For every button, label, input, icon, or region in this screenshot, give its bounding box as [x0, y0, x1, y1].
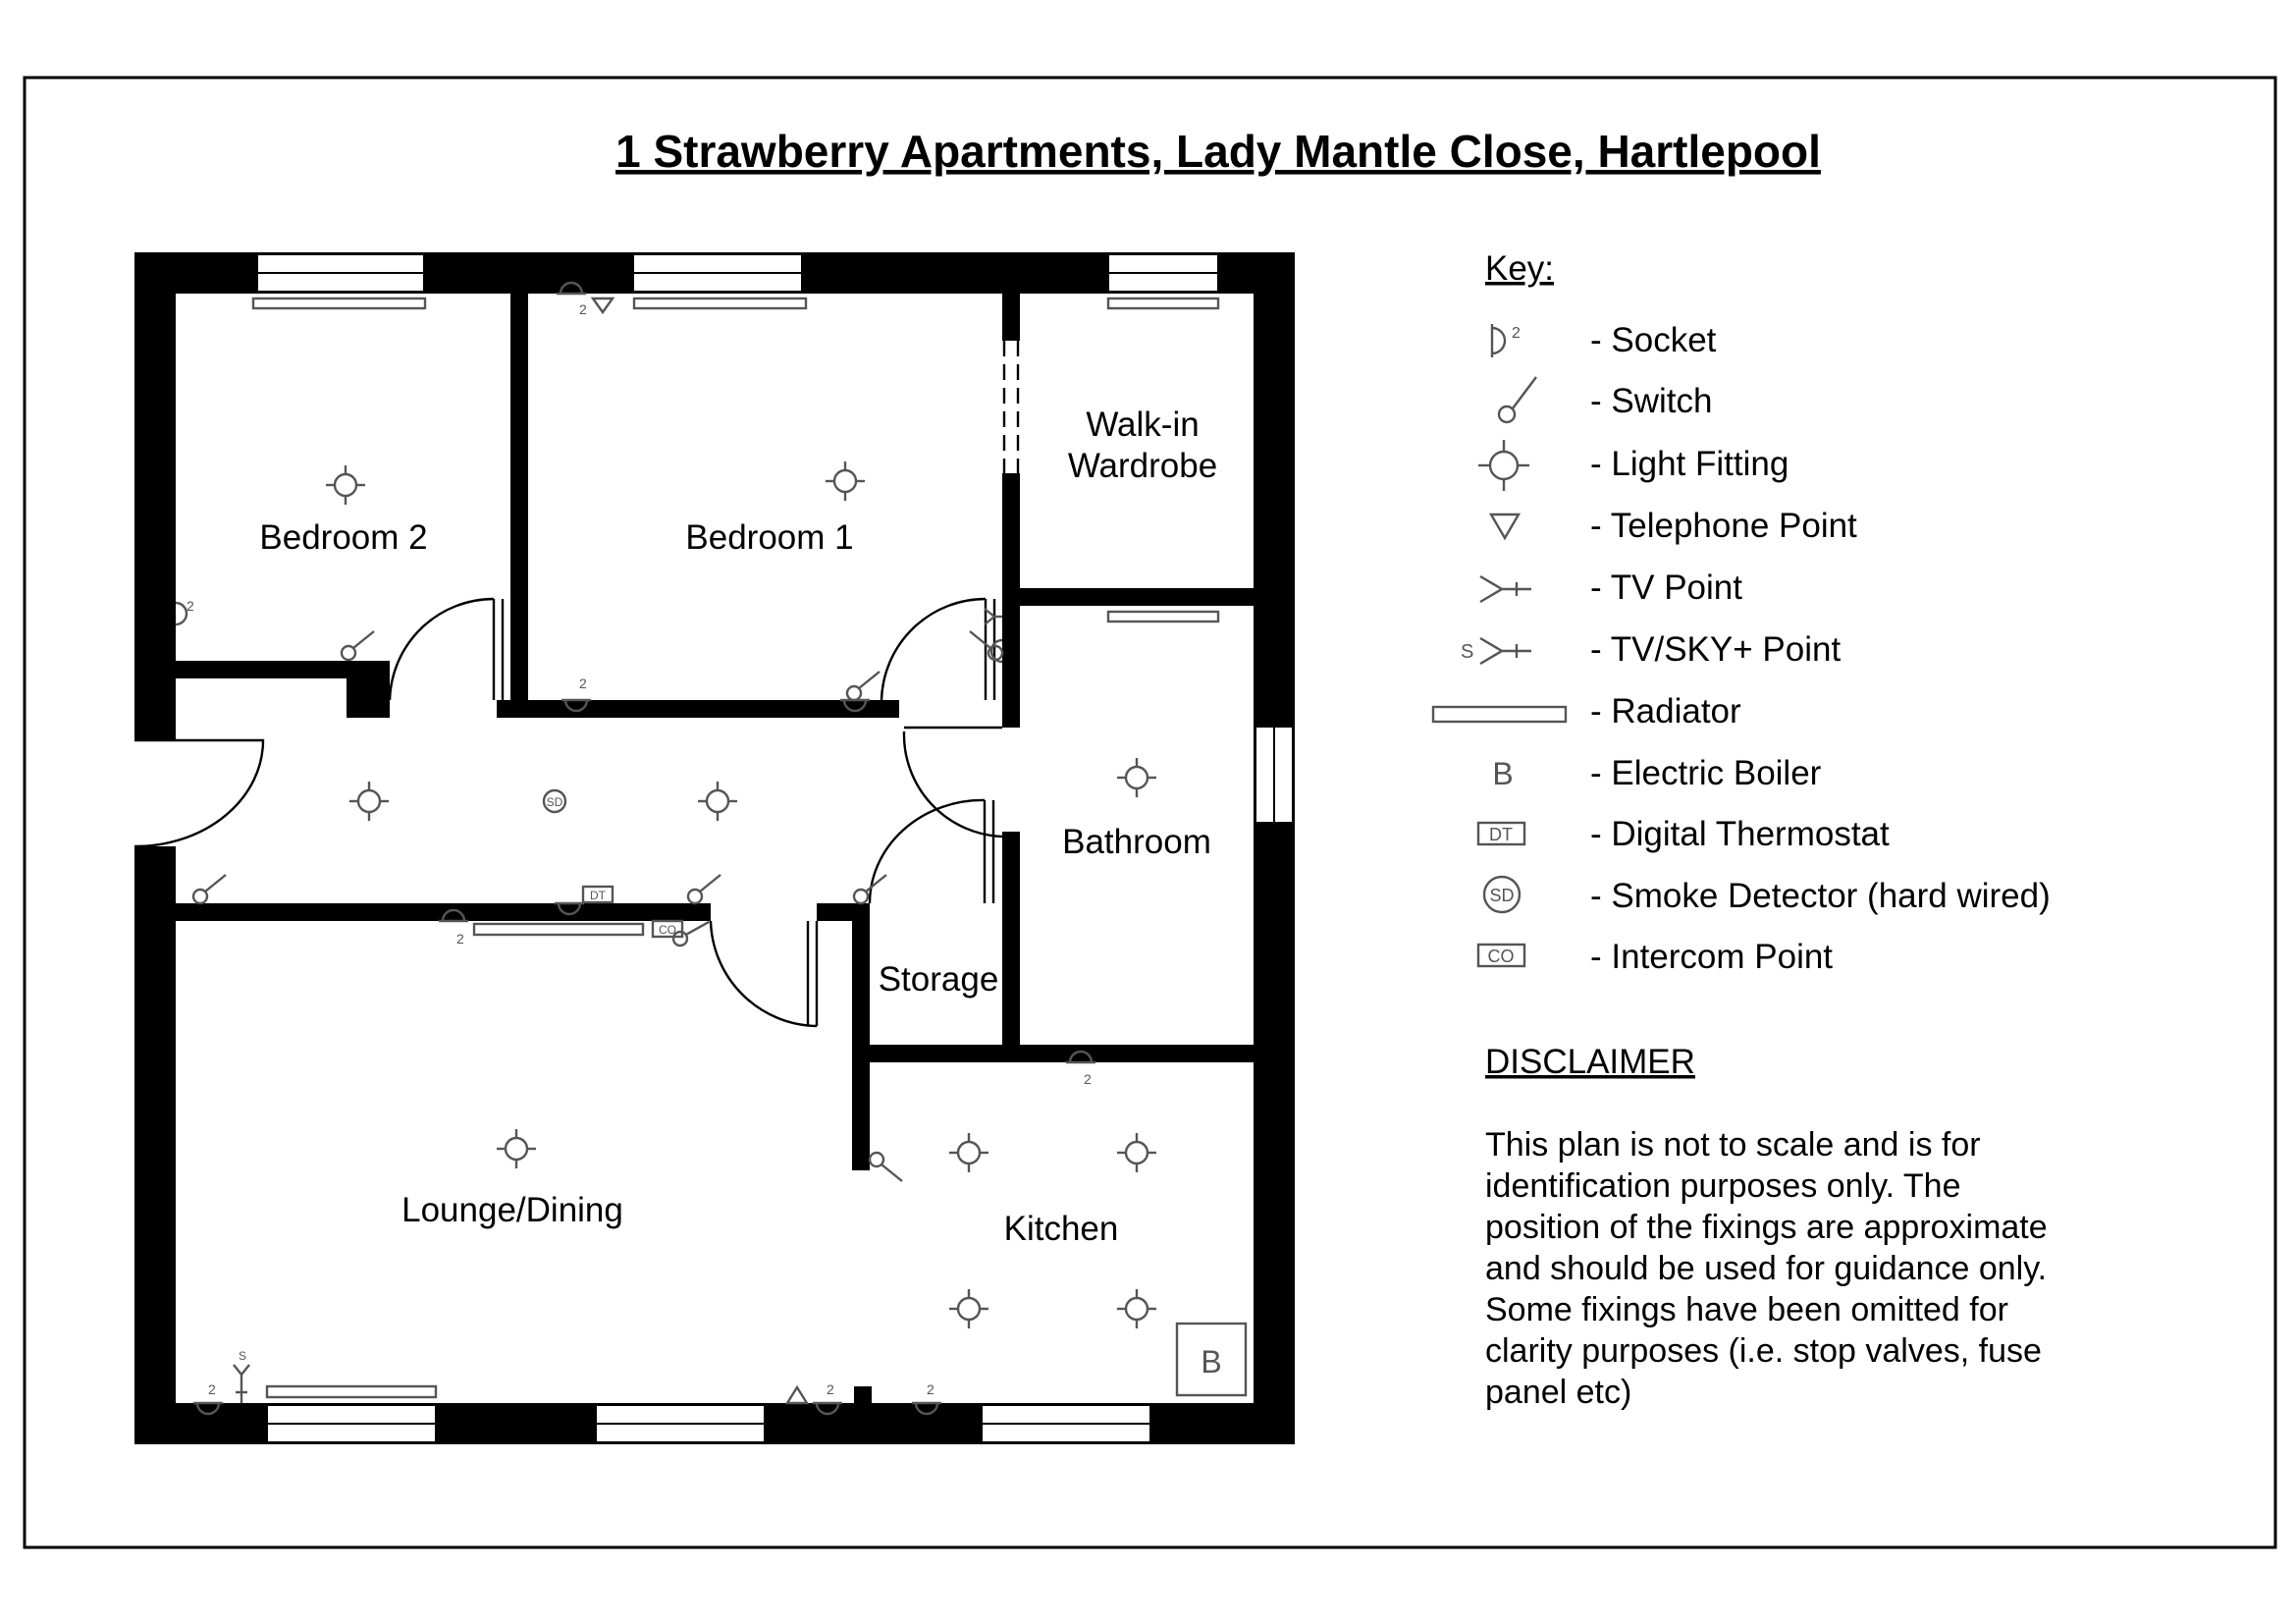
- svg-text:CO: CO: [659, 923, 676, 937]
- svg-text:2: 2: [1084, 1071, 1092, 1087]
- key-label-light-fitting: - Light Fitting: [1590, 445, 1789, 483]
- room-labels: [259, 406, 1217, 1248]
- room-bedroom-2: Bedroom 2: [259, 518, 428, 557]
- svg-text:DT: DT: [590, 889, 606, 902]
- room-lounge-dining: Lounge/Dining: [401, 1191, 623, 1229]
- svg-text:2: 2: [456, 931, 464, 947]
- disclaimer-line: clarity purposes (i.e. stop valves, fuse: [1485, 1332, 2042, 1370]
- tv-sky-point-icon: [1461, 638, 1531, 664]
- svg-text:2: 2: [579, 676, 587, 691]
- disclaimer-line: position of the fixings are approximate: [1485, 1209, 2048, 1246]
- key-label-socket: - Socket: [1590, 321, 1717, 359]
- room-walk-in-line1: Walk-in: [1086, 406, 1200, 444]
- svg-text:S: S: [1461, 641, 1474, 663]
- key-label-intercom-point: - Intercom Point: [1590, 938, 1834, 976]
- svg-text:2: 2: [187, 598, 194, 614]
- smoke-detector-icon: [1484, 877, 1520, 912]
- key-label-electric-boiler: - Electric Boiler: [1590, 754, 1822, 792]
- tv-point-icon: [1480, 576, 1531, 602]
- room-bedroom-1: Bedroom 1: [685, 518, 854, 557]
- svg-text:S: S: [239, 1349, 247, 1363]
- svg-text:B: B: [1201, 1344, 1222, 1380]
- key-label-switch: - Switch: [1590, 382, 1713, 420]
- sockets: [176, 283, 1095, 1414]
- key-legend: [1433, 249, 2051, 976]
- key-label-radiator: - Radiator: [1590, 692, 1741, 730]
- disclaimer-line: identification purposes only. The: [1485, 1167, 1961, 1205]
- key-label-smoke-detector: - Smoke Detector (hard wired): [1590, 877, 2051, 915]
- socket-icon: [1492, 324, 1521, 357]
- room-kitchen: Kitchen: [1003, 1210, 1119, 1248]
- room-bathroom: Bathroom: [1062, 823, 1211, 861]
- radiator-icon: [1433, 707, 1566, 722]
- key-label-tv-point: - TV Point: [1590, 568, 1742, 607]
- svg-text:DT: DT: [1489, 825, 1513, 844]
- svg-text:2: 2: [827, 1381, 834, 1397]
- disclaimer-line: and should be used for guidance only.: [1485, 1250, 2048, 1287]
- svg-text:2: 2: [208, 1381, 216, 1397]
- light-fitting-icon: [1478, 440, 1529, 491]
- key-label-telephone-point: - Telephone Point: [1590, 507, 1857, 545]
- disclaimer: [1485, 1043, 2048, 1411]
- digital-thermostat-icon: [1478, 823, 1524, 844]
- disclaimer-line: panel etc): [1485, 1374, 1632, 1411]
- disclaimer-line: Some fixings have been omitted for: [1485, 1291, 2008, 1328]
- switch-icon: [1499, 377, 1536, 422]
- intercom-point-icon: [1478, 945, 1524, 966]
- disclaimer-line: This plan is not to scale and is for: [1485, 1126, 1981, 1163]
- room-walk-in-line2: Wardrobe: [1067, 447, 1218, 485]
- svg-text:2: 2: [1512, 325, 1521, 342]
- boiler-plan-icon: [1177, 1324, 1246, 1395]
- svg-text:SD: SD: [546, 795, 563, 809]
- key-label-tv-sky-point: - TV/SKY+ Point: [1590, 630, 1842, 669]
- smoke-detector-plan-icon: [544, 790, 565, 812]
- svg-text:2: 2: [927, 1381, 934, 1397]
- thermostat-plan-icon: [583, 887, 613, 902]
- intercom-plan-icon: [653, 921, 682, 937]
- room-storage: Storage: [878, 960, 999, 999]
- key-heading: Key:: [1485, 249, 1555, 288]
- svg-text:CO: CO: [1487, 947, 1515, 966]
- page-title: 1 Strawberry Apartments, Lady Mantle Close, Hartlepool: [615, 126, 1821, 177]
- disclaimer-heading: DISCLAIMER: [1485, 1043, 1695, 1081]
- key-label-digital-thermostat: - Digital Thermostat: [1590, 815, 1890, 853]
- svg-text:2: 2: [579, 301, 587, 317]
- svg-text:SD: SD: [1489, 886, 1515, 905]
- electric-boiler-icon: B: [1492, 756, 1514, 791]
- telephone-point-icon: [1491, 514, 1519, 538]
